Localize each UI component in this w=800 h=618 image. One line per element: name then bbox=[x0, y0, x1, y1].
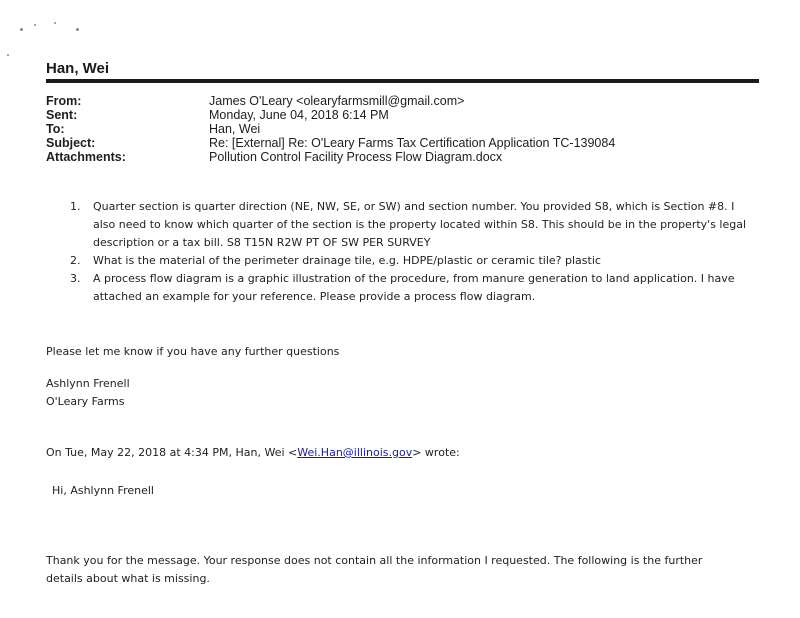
scan-specks bbox=[20, 18, 90, 48]
quoted-intro bbox=[46, 444, 460, 462]
list-item bbox=[70, 270, 760, 306]
header-divider bbox=[46, 79, 759, 83]
scan-speck bbox=[34, 24, 36, 26]
quoted-message: Thank you for the message. Your response does not contain all the information I requested. The following is the further details about what is missing. bbox=[46, 554, 703, 585]
scan-speck bbox=[7, 54, 9, 56]
attachments-label: Attachments: bbox=[46, 150, 126, 164]
list-text: What is the material of the perimeter drainage tile, e.g. HDPE/plastic or ceramic tile? plastic bbox=[93, 254, 601, 267]
list-item bbox=[70, 252, 760, 270]
question-list bbox=[70, 198, 760, 306]
list-item bbox=[70, 198, 760, 252]
quoted-greeting: Hi, Ashlynn Frenell bbox=[52, 484, 154, 497]
to-value: Han, Wei bbox=[209, 122, 261, 136]
list-number: 2. bbox=[70, 254, 81, 267]
list-number: 3. bbox=[70, 272, 81, 285]
sender-email-link[interactable]: Wei.Han@illinois.gov bbox=[297, 446, 413, 459]
scan-speck bbox=[76, 28, 79, 31]
sent-value: Monday, June 04, 2018 6:14 PM bbox=[209, 108, 389, 122]
list-number: 1. bbox=[70, 200, 81, 213]
list-text: Quarter section is quarter direction (NE, NW, SE, or SW) and section number. You provided S8, which is Section #8. I also need to know which quarter of the section is the property located within S8. This should be in the property's legal description or a tax bill. S8 T15N R2W PT OF SW PER SURVEY bbox=[93, 200, 747, 249]
scan-speck bbox=[54, 22, 56, 24]
list-text: A process flow diagram is a graphic illustration of the procedure, from manure generation to land application. I have attached an example for your reference. Please provide a process flow diagram. bbox=[93, 272, 735, 303]
signature-name: Ashlynn Frenell bbox=[46, 377, 130, 390]
sent-label: Sent: bbox=[46, 108, 78, 122]
from-value: James O'Leary <olearyfarmsmill@gmail.com> bbox=[209, 94, 465, 108]
signature-org: O'Leary Farms bbox=[46, 395, 125, 408]
attachments-value[interactable]: Pollution Control Facility Process Flow Diagram.docx bbox=[209, 150, 503, 164]
scan-speck bbox=[20, 28, 23, 31]
closing-question: Please let me know if you have any further questions bbox=[46, 345, 340, 358]
contact-name-header: Han, Wei bbox=[46, 60, 110, 77]
quoted-intro-prefix: On Tue, May 22, 2018 at 4:34 PM, Han, Wei < bbox=[46, 446, 298, 459]
quoted-intro-suffix: > wrote: bbox=[412, 446, 460, 459]
subject-value: Re: [External] Re: O'Leary Farms Tax Certification Application TC-139084 bbox=[209, 136, 616, 150]
to-label: To: bbox=[46, 122, 65, 136]
from-label: From: bbox=[46, 94, 82, 108]
subject-label: Subject: bbox=[46, 136, 96, 150]
